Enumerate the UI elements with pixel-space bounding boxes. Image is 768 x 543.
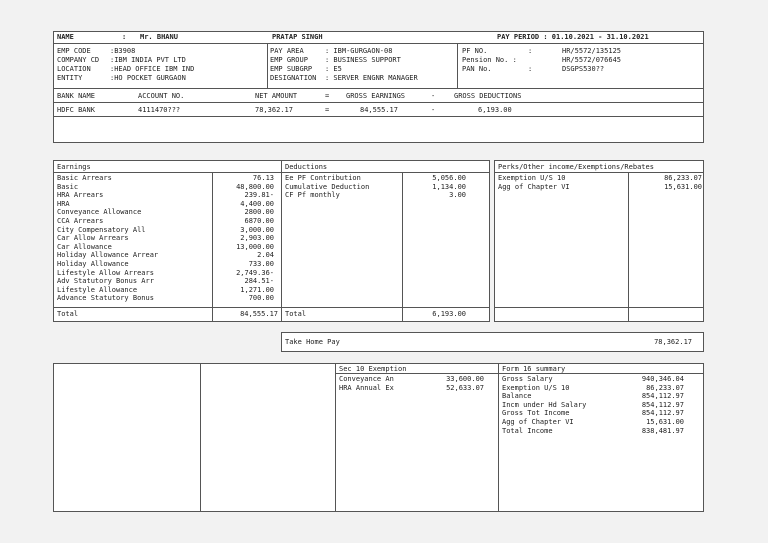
account-no-value: 4111470??? bbox=[138, 106, 181, 114]
deductions-total: 6,193.00 bbox=[432, 310, 466, 318]
bank-name-value: HDFC BANK bbox=[57, 106, 95, 114]
divider bbox=[53, 172, 490, 173]
row-label: HRA bbox=[57, 199, 70, 208]
row-amount: 48,800.00 bbox=[236, 182, 274, 191]
row-label: HRA Arrears bbox=[57, 191, 104, 200]
pay-area-value: : IBM-GURGAON-08 bbox=[325, 47, 393, 55]
emp-group-value: : BUSINESS SUPPORT bbox=[325, 56, 401, 64]
employee-surname: PRATAP SINGH bbox=[272, 33, 323, 41]
earnings-total: 84,555.17 bbox=[240, 310, 278, 318]
divider bbox=[53, 116, 704, 117]
row-amount: 52,633.07 bbox=[446, 383, 484, 392]
pension-no-label: Pension No. : bbox=[462, 56, 517, 64]
divider bbox=[498, 363, 499, 512]
row-label: Agg of Chapter VI bbox=[502, 418, 574, 426]
row-label: Conveyance Allowance bbox=[57, 208, 142, 217]
row-amount: 854,112.97 bbox=[641, 400, 684, 409]
row-label: Conveyance An bbox=[339, 375, 394, 383]
location-value: :HEAD OFFICE IBM IND bbox=[110, 65, 195, 73]
pay-period: PAY PERIOD : 01.10.2021 - 31.10.2021 bbox=[497, 33, 649, 41]
row-amount: 5,056.00 bbox=[432, 174, 466, 182]
divider bbox=[494, 307, 704, 308]
deductions-total-label: Total bbox=[285, 310, 307, 318]
row-label: Balance bbox=[502, 392, 532, 401]
row-amount: 838,481.97 bbox=[641, 426, 684, 435]
deductions-title: Deductions bbox=[285, 163, 328, 171]
divider bbox=[335, 363, 336, 512]
net-amount-value: 78,362.17 bbox=[255, 106, 293, 114]
pf-no-value: HR/5572/135125 bbox=[562, 47, 622, 55]
gross-earnings-value: 84,555.17 bbox=[360, 106, 398, 114]
row-amount: 2,903.00 bbox=[240, 234, 274, 243]
entity-value: :HO POCKET GURGAON bbox=[110, 74, 186, 82]
row-amount: 33,600.00 bbox=[446, 375, 484, 383]
row-label: Car Allowance bbox=[57, 242, 112, 251]
row-amount: 854,112.97 bbox=[641, 392, 684, 401]
pan-no-label: PAN No. bbox=[462, 65, 492, 73]
account-no-header: ACCOUNT NO. bbox=[138, 92, 185, 100]
row-amount: 13,000.00 bbox=[236, 242, 274, 251]
row-label: Total Income bbox=[502, 426, 553, 435]
employee-name: Mr. BHANU bbox=[140, 33, 178, 41]
sec10-title: Sec 10 Exemption bbox=[339, 365, 407, 373]
row-amount: 15,631.00 bbox=[646, 418, 684, 426]
divider bbox=[281, 160, 282, 322]
row-label: Adv Statutory Bonus Arr bbox=[57, 277, 154, 286]
equals-sign: = bbox=[325, 106, 330, 114]
minus-sign: - bbox=[431, 106, 436, 114]
pay-area-label: PAY AREA bbox=[270, 47, 304, 55]
row-label: Exemption U/S 10 bbox=[502, 383, 570, 392]
row-amount: 3.00 bbox=[449, 191, 466, 200]
take-home-value: 78,362.17 bbox=[654, 338, 692, 346]
row-amount: 2,749.36- bbox=[236, 268, 274, 277]
row-label: Lifestyle Allowance bbox=[57, 285, 138, 294]
row-amount: 733.00 bbox=[248, 260, 274, 268]
divider bbox=[53, 43, 704, 44]
pan-no-colon: : bbox=[528, 65, 533, 73]
minus-sign: - bbox=[431, 92, 436, 100]
row-amount: 86,233.07 bbox=[646, 383, 684, 392]
row-amount: 239.81- bbox=[244, 191, 274, 200]
pan-no-value: DSGPS530?? bbox=[562, 65, 605, 73]
divider bbox=[628, 172, 629, 322]
location-label: LOCATION bbox=[57, 65, 91, 73]
row-amount: 2.04 bbox=[257, 251, 274, 260]
pension-no-value: HR/5572/076645 bbox=[562, 56, 622, 64]
row-label: Agg of Chapter VI bbox=[498, 182, 570, 191]
gross-deductions-value: 6,193.00 bbox=[478, 106, 512, 114]
row-amount: 6870.00 bbox=[244, 217, 274, 225]
divider bbox=[200, 363, 201, 512]
row-label: Gross Tot Income bbox=[502, 409, 570, 418]
net-amount-header: NET AMOUNT bbox=[255, 92, 298, 100]
divider bbox=[53, 88, 704, 89]
name-colon: : bbox=[122, 33, 127, 41]
row-label: Lifestyle Allow Arrears bbox=[57, 268, 154, 277]
row-amount: 700.00 bbox=[248, 294, 274, 303]
divider bbox=[494, 172, 704, 173]
bank-name-header: BANK NAME bbox=[57, 92, 95, 100]
gross-earnings-header: GROSS EARNINGS bbox=[346, 92, 406, 100]
row-label: Car Allow Arrears bbox=[57, 234, 129, 243]
row-amount: 86,233.07 bbox=[664, 174, 702, 182]
row-label: Basic bbox=[57, 182, 79, 191]
row-label: CF Pf monthly bbox=[285, 191, 340, 200]
divider bbox=[267, 43, 268, 88]
pf-no-label: PF NO. bbox=[462, 47, 488, 55]
earnings-total-label: Total bbox=[57, 310, 79, 318]
company-label: COMPANY CD bbox=[57, 56, 100, 64]
row-amount: 2800.00 bbox=[244, 208, 274, 217]
row-amount: 284.51- bbox=[244, 277, 274, 286]
row-amount: 15,631.00 bbox=[664, 182, 702, 191]
row-amount: 854,112.97 bbox=[641, 409, 684, 418]
designation-label: DESIGNATION bbox=[270, 74, 317, 82]
take-home-label: Take Home Pay bbox=[285, 338, 340, 346]
row-label: Ee PF Contribution bbox=[285, 174, 361, 182]
emp-subgrp-label: EMP SUBGRP bbox=[270, 65, 313, 73]
form16-title: Form 16 summary bbox=[502, 365, 566, 373]
row-amount: 940,346.04 bbox=[641, 375, 684, 383]
entity-label: ENTITY bbox=[57, 74, 83, 82]
row-label: CCA Arrears bbox=[57, 217, 104, 225]
pf-no-colon: : bbox=[528, 47, 533, 55]
row-amount: 4,400.00 bbox=[240, 199, 274, 208]
row-label: Incm under Hd Salary bbox=[502, 400, 587, 409]
company-value: :IBM INDIA PVT LTD bbox=[110, 56, 186, 64]
row-label: Basic Arrears bbox=[57, 174, 112, 182]
row-amount: 1,134.00 bbox=[432, 182, 466, 191]
row-label: Cumulative Deduction bbox=[285, 182, 370, 191]
row-amount: 3,000.00 bbox=[240, 225, 274, 234]
emp-code-label: EMP CODE bbox=[57, 47, 91, 55]
name-label: NAME bbox=[57, 33, 74, 41]
row-label: Holiday Allowance bbox=[57, 260, 129, 268]
row-label: Holiday Allowance Arrear bbox=[57, 251, 159, 260]
row-amount: 76.13 bbox=[252, 174, 274, 182]
emp-code-value: :B3908 bbox=[110, 47, 136, 55]
divider bbox=[53, 307, 490, 308]
gross-deductions-header: GROSS DEDUCTIONS bbox=[454, 92, 522, 100]
row-label: City Compensatory All bbox=[57, 225, 146, 234]
row-amount: 1,271.00 bbox=[240, 285, 274, 294]
divider bbox=[53, 102, 704, 103]
row-label: Exemption U/S 10 bbox=[498, 174, 566, 182]
equals-sign: = bbox=[325, 92, 330, 100]
perks-title: Perks/Other income/Exemptions/Rebates bbox=[498, 163, 654, 171]
earnings-title: Earnings bbox=[57, 163, 91, 171]
emp-group-label: EMP GROUP bbox=[270, 56, 308, 64]
row-label: Gross Salary bbox=[502, 375, 553, 383]
divider bbox=[457, 43, 458, 88]
designation-value: : SERVER ENGNR MANAGER bbox=[325, 74, 418, 82]
emp-subgrp-value: : E5 bbox=[325, 65, 342, 73]
row-label: Advance Statutory Bonus bbox=[57, 294, 154, 303]
row-label: HRA Annual Ex bbox=[339, 383, 394, 392]
